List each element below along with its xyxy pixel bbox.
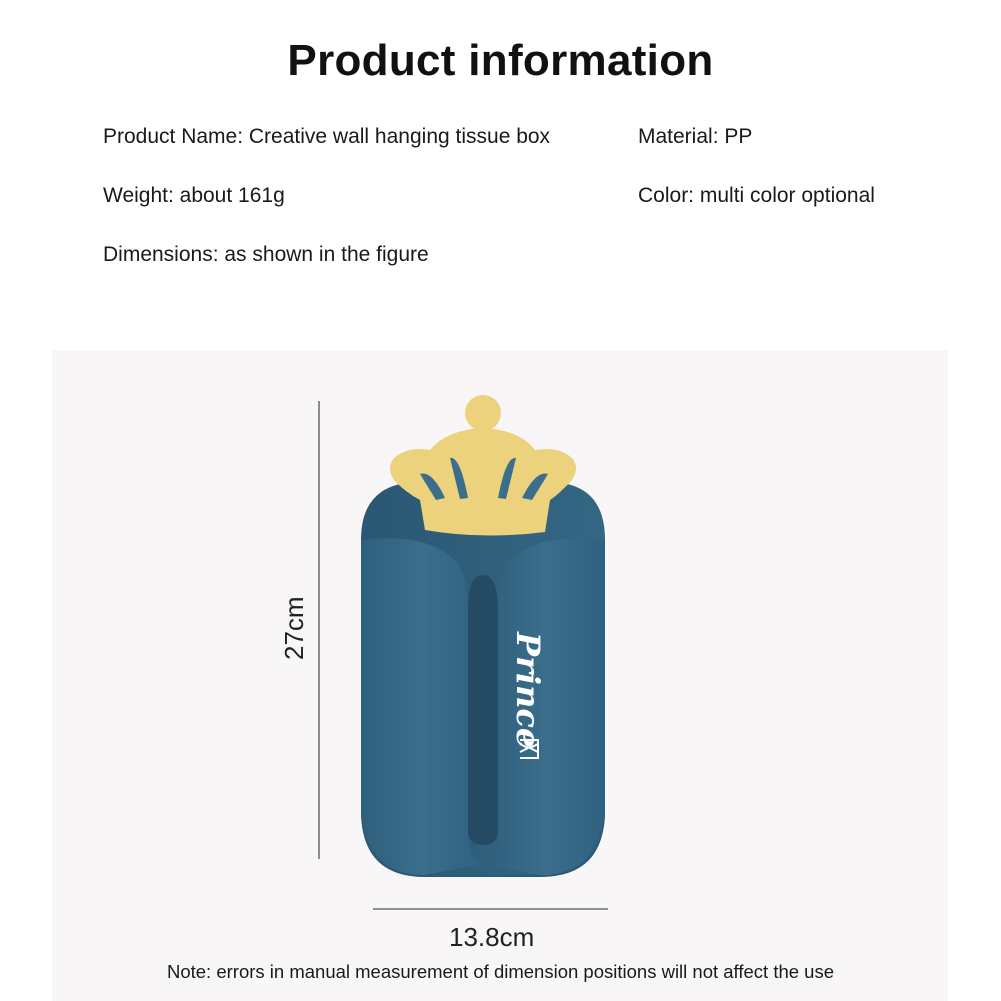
crown-ball <box>465 395 501 431</box>
page-title: Product information <box>287 36 714 85</box>
width-dimension-label: 13.8cm <box>449 922 535 952</box>
color-text: Color: multi color optional <box>638 184 875 207</box>
tissue-slot <box>468 575 498 845</box>
material-text: Material: PP <box>638 125 753 148</box>
brand-text: Prince <box>509 632 547 749</box>
dimensions-text: Dimensions: as shown in the figure <box>103 243 429 266</box>
height-dimension-label: 27cm <box>279 596 309 660</box>
tissue-box-front-left <box>361 538 484 875</box>
product-name-text: Product Name: Creative wall hanging tissue box <box>103 125 551 148</box>
note-text: Note: errors in manual measurement of dimension positions will not affect the use <box>166 961 835 982</box>
weight-text: Weight: about 161g <box>103 184 285 207</box>
